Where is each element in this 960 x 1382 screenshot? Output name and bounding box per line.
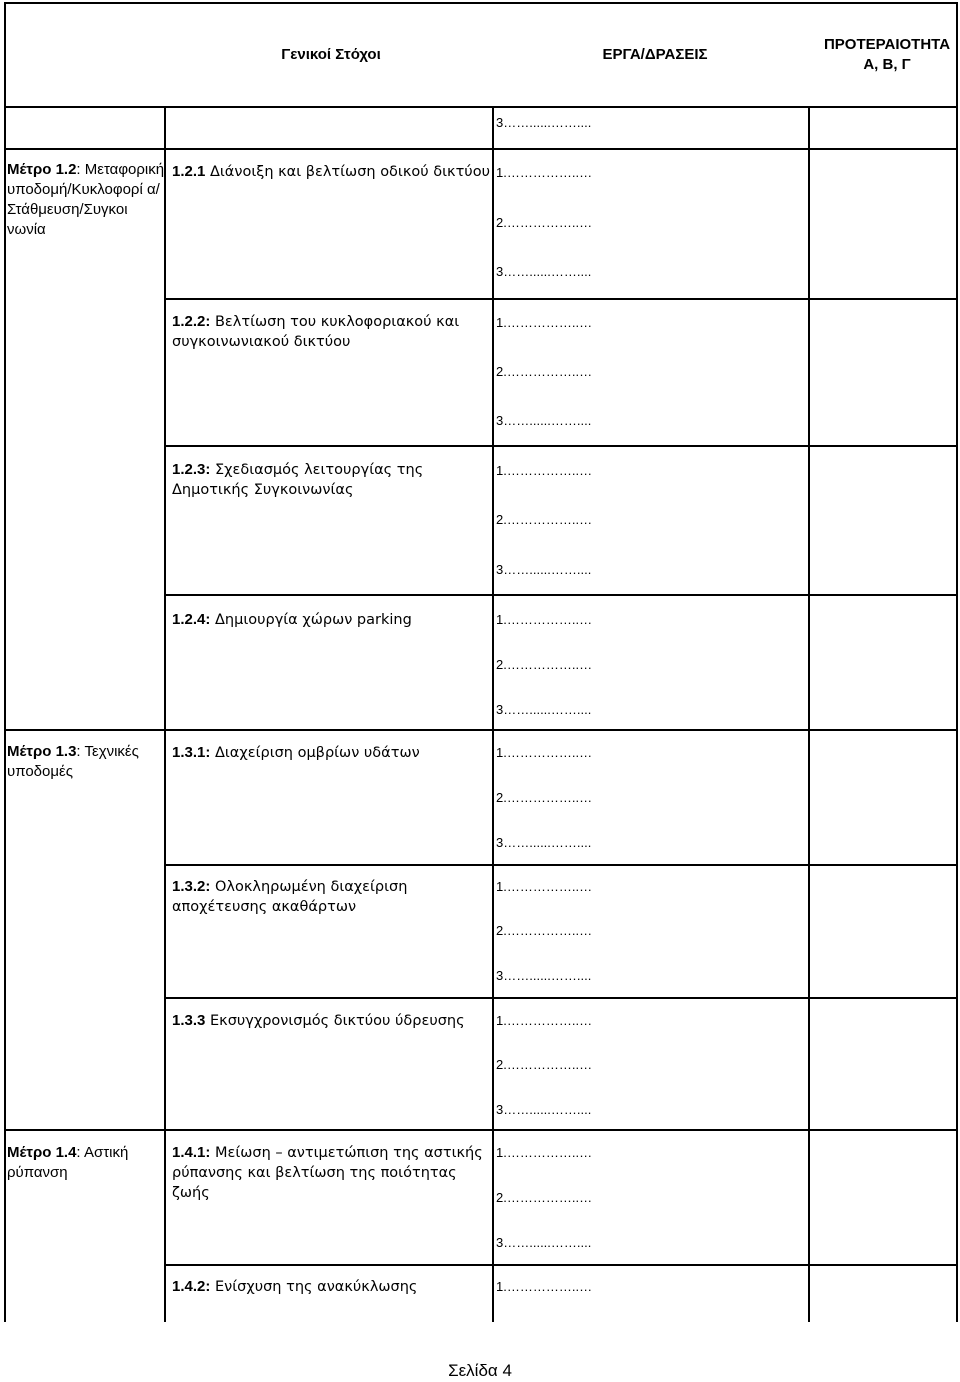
measure-code: Μέτρο 1.3 <box>7 743 77 760</box>
work-item-3: 3……......…….... <box>496 1235 592 1250</box>
table-left-border <box>4 108 6 1322</box>
action-1-4-1: 1.4.1: Μείωση – αντιμετώπιση της αστικής ρύπανσης και βελτίωση της ποιότητας ζωής <box>172 1144 483 1201</box>
work-item-2: 2.……………..… <box>496 512 593 527</box>
work-item-2: 2.……………..… <box>496 923 593 938</box>
page-number: Σελίδα 4 <box>448 1361 512 1380</box>
work-item-1: 1.……………..… <box>496 879 593 894</box>
row-separator-measure-1-3 <box>4 729 958 731</box>
work-item-1: 1.……………..… <box>496 463 593 478</box>
header-works-actions: ΕΡΓΑ/ΔΡΑΣΕΙΣ <box>602 46 708 63</box>
measure-1-4: Μέτρο 1.4: Αστική ρύπανση <box>7 1144 129 1181</box>
row-separator-1-3-2 <box>164 997 958 999</box>
work-item-3: 3……......…….... <box>496 702 592 717</box>
header-general-goals: Γενικοί Στόχοι <box>281 46 381 63</box>
work-item-1: 1.……………..… <box>496 1013 593 1028</box>
work-item-2: 2.……………..… <box>496 215 593 230</box>
work-item-3: 3……......…….... <box>496 968 592 983</box>
header-priority <box>814 4 960 106</box>
header-priority-line2: Α, Β, Γ <box>863 56 911 73</box>
measure-code: Μέτρο 1.4 <box>7 1144 77 1161</box>
row-separator-top <box>4 148 958 150</box>
work-item-2: 2.……………..… <box>496 1057 593 1072</box>
row-separator-measure-1-4 <box>4 1129 958 1131</box>
work-item-3: 3……......…….... <box>496 264 592 279</box>
action-1-3-2: 1.3.2: Ολοκληρωμένη διαχείριση αποχέτευσης ακαθάρτων <box>172 878 408 915</box>
work-item-2: 2.……………..… <box>496 790 593 805</box>
header-priority-line1: ΠΡΟΤΕΡΑΙΟΤΗΤΑ <box>823 36 951 53</box>
work-item-1: 1.……………..… <box>496 165 593 180</box>
work-item-1: 1.……………..… <box>496 1279 593 1294</box>
row-separator-1-2-2 <box>164 445 958 447</box>
column-divider-measures <box>164 108 166 1322</box>
action-1-2-3: 1.2.3: Σχεδιασμός λειτουργίας της Δημοτικής Συγκοινωνίας <box>172 461 424 498</box>
table-header <box>4 2 958 108</box>
work-item-2: 2.……………..… <box>496 657 593 672</box>
work-item-3: 3……......…….... <box>496 835 592 850</box>
work-item-3: 3……......…….... <box>496 413 592 428</box>
measure-1-2: Μέτρο 1.2: Μεταφορική υποδομή/Κυκλοφορί α/Στάθμευση/Συγκοι νωνία <box>7 161 165 238</box>
row-separator-1-4-1 <box>164 1264 958 1266</box>
measure-code: Μέτρο 1.2 <box>7 161 77 178</box>
action-1-4-2: 1.4.2: Ενίσχυση της ανακύκλωσης <box>172 1278 418 1295</box>
work-item-1: 1.……………..… <box>496 1145 593 1160</box>
action-1-3-1: 1.3.1: Διαχείριση ομβρίων υδάτων <box>172 744 420 761</box>
work-item-2: 2.……………..… <box>496 1190 593 1205</box>
action-1-2-2: 1.2.2: Βελτίωση του κυκλοφοριακού και συγκοινωνιακού δικτύου <box>172 313 460 350</box>
measure-title: Τεχνικές υποδομές <box>7 743 139 780</box>
action-1-3-3: 1.3.3 Εκσυγχρονισμός δικτύου ύδρευσης <box>172 1012 465 1029</box>
work-item-3: 3……......…….... <box>496 562 592 577</box>
measure-title: Μεταφορική υποδομή/Κυκλοφορί α/Στάθμευση/Συγκοι νωνία <box>7 161 165 238</box>
action-1-2-1: 1.2.1 Διάνοιξη και βελτίωση οδικού δικτύου <box>172 163 490 180</box>
work-item-1: 1.……………..… <box>496 612 593 627</box>
measure-title: Αστική ρύπανση <box>7 1144 129 1181</box>
work-item-1: 1.……………..… <box>496 315 593 330</box>
work-item-3: 3……......…….... <box>496 1102 592 1117</box>
row-separator-1-2-3 <box>164 594 958 596</box>
work-item-carryover-3: 3……......…….... <box>496 115 592 130</box>
measure-1-3: Μέτρο 1.3: Τεχνικές υποδομές <box>7 743 139 780</box>
work-item-1: 1.……………..… <box>496 745 593 760</box>
row-separator-1-3-1 <box>164 864 958 866</box>
column-divider-actions <box>492 108 494 1322</box>
table-right-border <box>956 108 958 1322</box>
action-1-2-4: 1.2.4: Δημιουργία χώρων parking <box>172 611 412 628</box>
work-item-2: 2.……………..… <box>496 364 593 379</box>
column-divider-works <box>808 108 810 1322</box>
row-separator-1-2-1 <box>164 298 958 300</box>
